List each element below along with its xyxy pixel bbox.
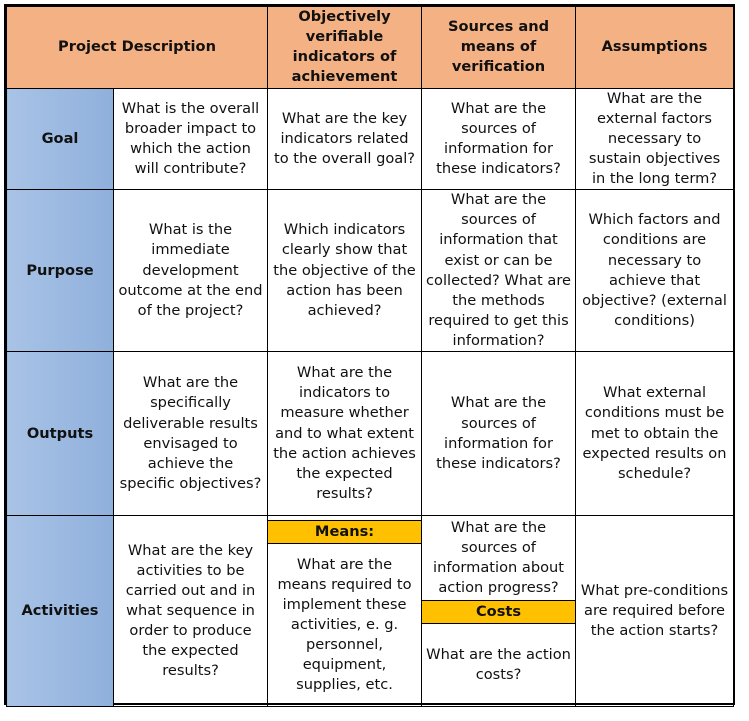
row-purpose	[7, 190, 734, 352]
outputs-sources: What are the sources of information for these indicators?	[422, 352, 576, 516]
activities-sources-cell	[422, 516, 576, 707]
purpose-indicators: Which indicators clearly show that the objective of the action has been achieved?	[268, 190, 422, 352]
header-row	[7, 7, 734, 89]
row-outputs	[7, 352, 734, 516]
row-goal	[7, 88, 734, 190]
row-label-goal: Goal	[7, 88, 114, 190]
means-label: Means:	[268, 520, 421, 544]
costs-label: Costs	[422, 600, 575, 624]
activities-description: What are the key activities to be carried out and in what sequence in order to produce the expected results?	[114, 516, 268, 707]
outputs-description: What are the specifically deliverable results envisaged to achieve the specific objectives?	[114, 352, 268, 516]
row-label-activities: Activities	[7, 516, 114, 707]
header-indicators: Objectively verifiable indicators of achievement	[268, 7, 422, 89]
activities-means-cell	[268, 516, 422, 707]
goal-sources: What are the sources of information for these indicators?	[422, 88, 576, 190]
header-assumptions: Assumptions	[576, 7, 734, 89]
row-label-purpose: Purpose	[7, 190, 114, 352]
activities-sources: What are the sources of information about action progress?	[433, 518, 564, 597]
outputs-indicators: What are the indicators to measure whether and to what extent the action achieves the expected results?	[268, 352, 422, 516]
header-sources: Sources and means of verification	[422, 7, 576, 89]
goal-assumptions: What are the external factors necessary to sustain objectives in the long term?	[576, 88, 734, 190]
header-project-description: Project Description	[7, 7, 268, 89]
activities-means: What are the means required to implement these activities, e. g. personnel, equipment, supplies, etc.	[277, 555, 412, 694]
purpose-description: What is the immediate development outcome at the end of the project?	[114, 190, 268, 352]
row-activities	[7, 516, 734, 707]
activities-assumptions: What pre-conditions are required before the action starts?	[576, 516, 734, 707]
logframe-table	[6, 6, 734, 707]
purpose-assumptions: Which factors and conditions are necessary to achieve that objective? (external conditions)	[576, 190, 734, 352]
outputs-assumptions: What external conditions must be met to obtain the expected results on schedule?	[576, 352, 734, 516]
logframe-matrix	[4, 4, 735, 705]
goal-indicators: What are the key indicators related to the overall goal?	[268, 88, 422, 190]
activities-costs: What are the action costs?	[426, 646, 571, 684]
purpose-sources: What are the sources of information that exist or can be collected? What are the methods required to get this information?	[422, 190, 576, 352]
goal-description: What is the overall broader impact to which the action will contribute?	[114, 88, 268, 190]
row-label-outputs: Outputs	[7, 352, 114, 516]
